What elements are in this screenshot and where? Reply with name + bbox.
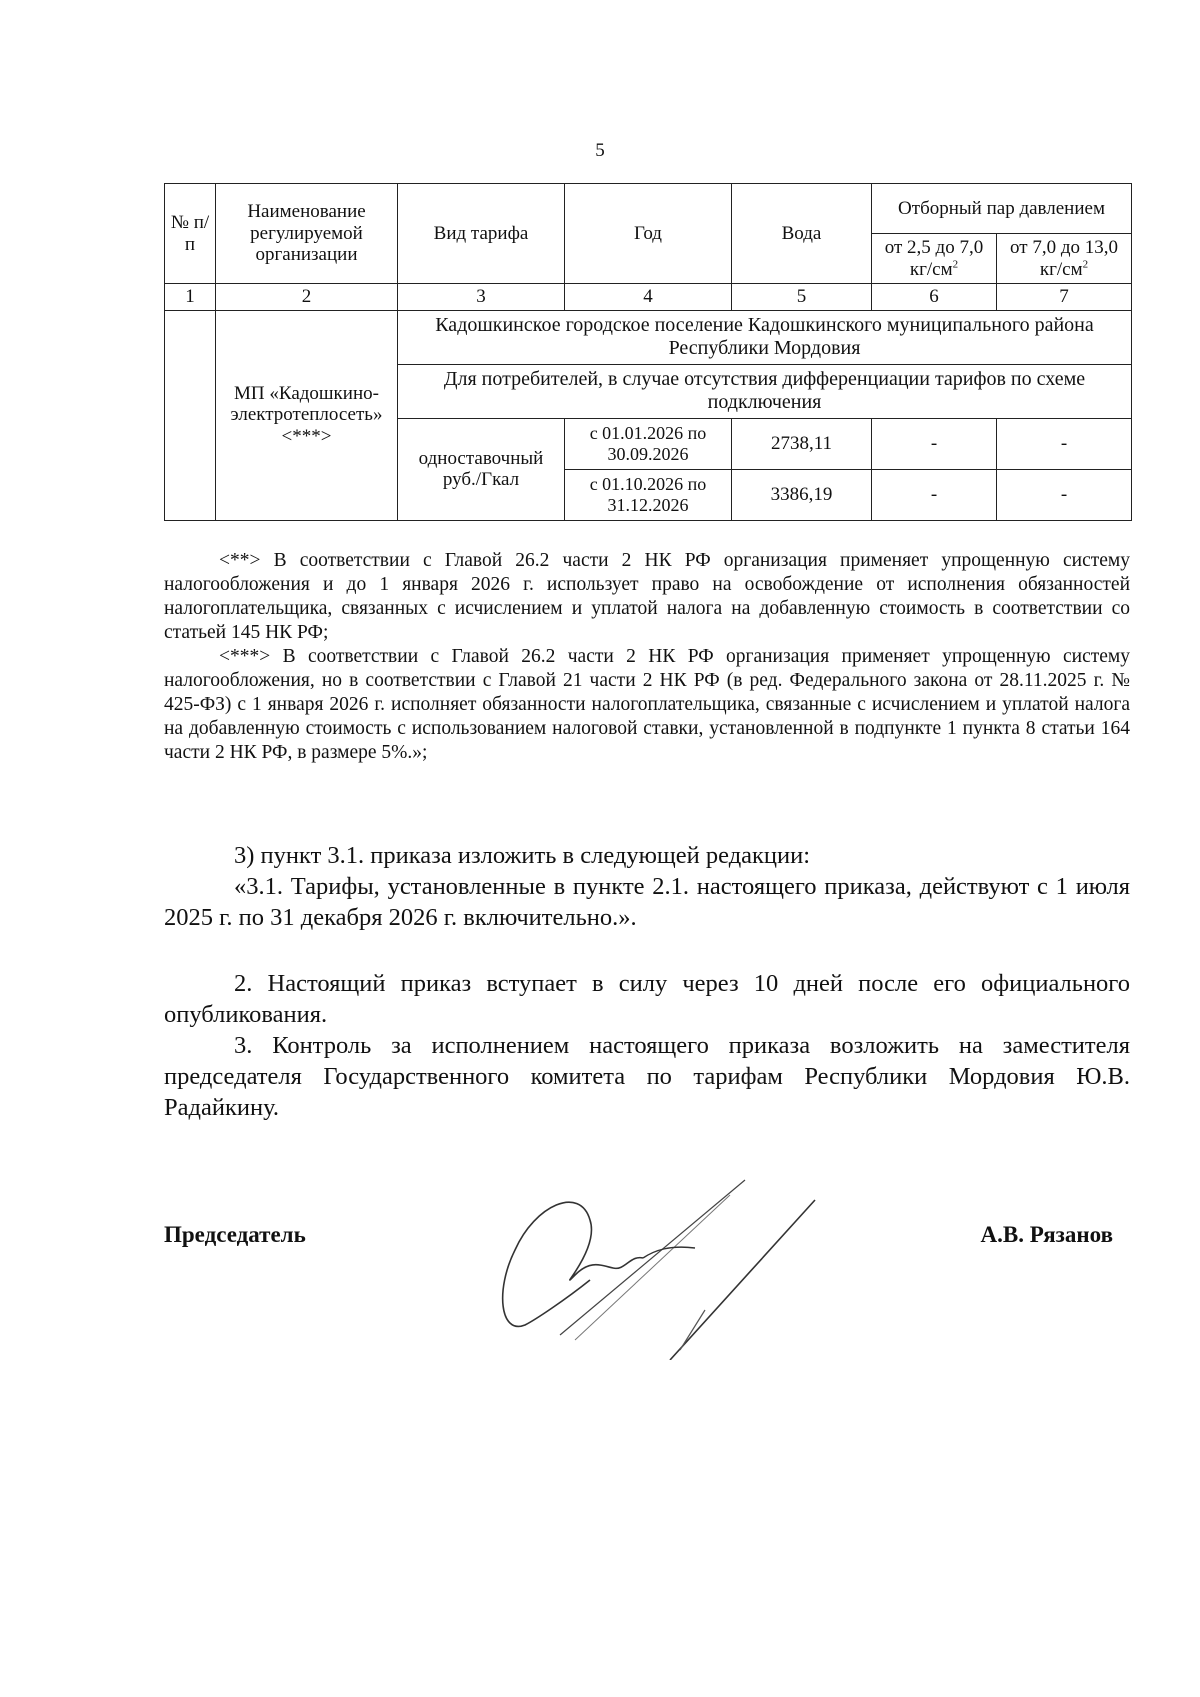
settlement-name: Кадошкинское городское поселение Кадошкинского муниципального района Республики Мордовия [398,310,1132,364]
period-cell: с 01.01.2026 по 30.09.2026 [565,418,732,469]
steam-high-cell: - [997,469,1132,520]
header-water: Вода [732,184,872,284]
header-number: № п/п [165,184,216,284]
amendment-item-3: 3) пункт 3.1. приказа изложить в следующей редакции: [234,842,811,869]
consumer-group: Для потребителей, в случае отсутствия дифференциации тарифов по схеме подключения [398,364,1132,418]
clauses [164,968,1130,1123]
header-tariff-type: Вид тарифа [398,184,565,284]
handwritten-signature [495,1150,835,1360]
page-number: 5 [595,140,605,161]
header-steam-group: Отборный пар давлением [872,184,1132,234]
tariff-table [164,183,1132,521]
footnote-double-asterisk: <**> В соответствии с Главой 26.2 части 2 НК РФ организация применяет упрощенную систему налогообложения и до 1 января 2026 г. использует право на освобождение от исполнения обязанностей налогоплательщика, связанных с исчислением и уплатой налога на добавленную стоимость в соответствии со статьей 145 НК РФ; [164,550,1130,643]
col-number: 7 [997,284,1132,311]
signer-name: А.В. Рязанов [980,1222,1113,1247]
water-tariff-cell: 3386,19 [732,469,872,520]
header-steam-high: от 7,0 до 13,0 $кг/см^2$ [997,234,1132,284]
col-number: 1 [165,284,216,311]
clause-2: 2. Настоящий приказ вступает в силу через 10 дней после его официального опубликования. [164,970,1130,1028]
steam-high-cell: - [997,418,1132,469]
steam-low-cell: - [872,418,997,469]
clause-3: 3. Контроль за исполнением настоящего приказа возложить на заместителя председателя Государственного комитета по тарифам Республики Мордовия Ю.В. Радайкину. [164,1032,1130,1121]
water-tariff-cell: 2738,11 [732,418,872,469]
amendments [164,840,1130,933]
period-cell: с 01.10.2026 по 31.12.2026 [565,469,732,520]
col-number: 5 [732,284,872,311]
organization-name: МП «Кадошкино-электротеплосеть» <***> [216,310,398,520]
col-number: 3 [398,284,565,311]
col-number: 6 [872,284,997,311]
tariff-type: одноставочный руб./Гкал [398,418,565,520]
col-number: 4 [565,284,732,311]
signer-title: Председатель [164,1222,306,1247]
amendment-item-3-text: «3.1. Тарифы, установленные в пункте 2.1. настоящего приказа, действуют с 1 июля 2025 г. по 31 декабря 2026 г. включительно.». [164,873,1130,931]
header-steam-low: от 2,5 до 7,0 $кг/см^2$ [872,234,997,284]
header-year: Год [565,184,732,284]
row-number-cell [165,310,216,520]
steam-low-cell: - [872,469,997,520]
footnote-triple-asterisk: <***> В соответствии с Главой 26.2 части 2 НК РФ организация применяет упрощенную систему налогообложения, но в соответствии с Главой 21 части 2 НК РФ (в ред. Федерального закона от 28.11.2025 г. № 425-ФЗ) с 1 января 2026 г. исполняет обязанности налогоплательщика, связанные с исчислением и уплатой налога на добавленную стоимость с использованием налоговой ставки, установленной в подпункте 1 пункта 8 статьи 164 части 2 НК РФ, в размере 5%.»; [164,646,1130,763]
col-number: 2 [216,284,398,311]
header-organization: Наименование регулируемой организации [216,184,398,284]
footnotes [164,549,1130,765]
